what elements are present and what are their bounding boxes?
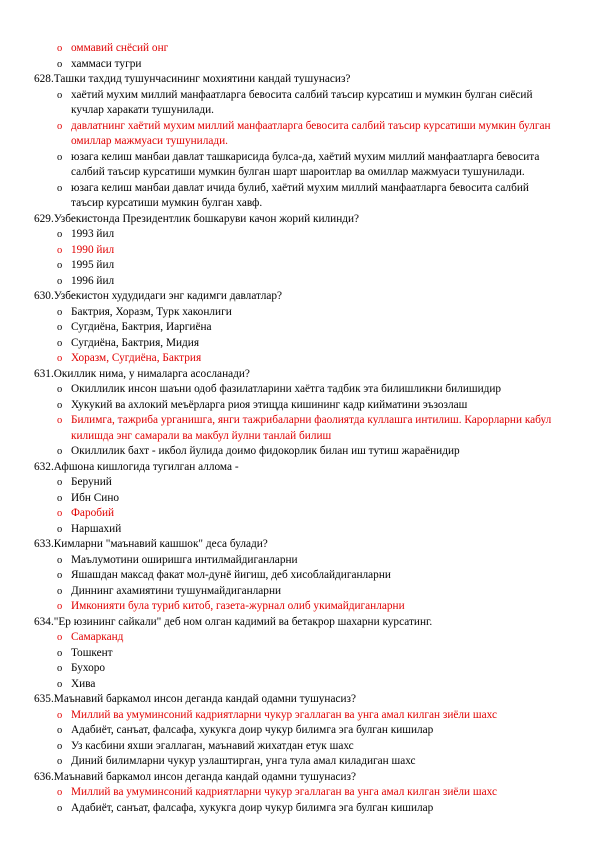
answer-option: [34, 677, 560, 693]
answer-option: [34, 661, 560, 677]
answer-option: [34, 553, 560, 569]
answer-option-correct: [34, 119, 560, 150]
list-bullet-icon: o: [57, 678, 63, 690]
list-bullet-icon: o: [57, 554, 63, 566]
option-text: Адабиёт, санъат, фалсафа, хукукга доир чукур билимга эга булган кишилар: [71, 801, 434, 814]
option-text: Имконияти була туриб китоб, газета-журнал олиб укимайдиганларни: [71, 600, 405, 612]
list-bullet-icon: o: [57, 446, 63, 457]
question-text: 631.Окиллик нима, у нималарга асосланади?: [34, 367, 250, 380]
answer-option: [34, 754, 560, 770]
option-text: Сугдиёна, Бактрия, Мидия: [71, 336, 200, 349]
answer-option: [34, 522, 560, 538]
question-text: 636.Маънавий баркамол инсон деганда кандай одамни тушунасиз?: [34, 770, 357, 783]
answer-option-correct: [34, 785, 560, 801]
option-text: Фаробий: [71, 507, 115, 519]
question-text: 632.Афшона кишлогида тугилган аллома -: [34, 460, 239, 473]
list-bullet-icon: o: [57, 58, 63, 70]
list-bullet-icon: o: [57, 182, 63, 194]
answer-option: [34, 646, 560, 662]
option-text: Ибн Сино: [71, 491, 120, 504]
option-text: Яшашдан максад факат мол-дунё йигиш, деб хисоблайдиганларни: [71, 569, 391, 581]
option-text: Окиллилик бахт - икбол йулида доимо фидокорлик билан иш тутиш жараёнидир: [71, 445, 460, 457]
list-bullet-icon: o: [57, 229, 63, 240]
answer-option-correct: [34, 599, 560, 615]
option-text: Адабиёт, санъат, фалсафа, хукукга доир чукур билимга эга булган кишилар: [71, 724, 434, 736]
option-text: Диний билимларни чукур узлаштирган, унга тула амал киладиган шахс: [71, 755, 416, 767]
answer-option: [34, 491, 560, 507]
answer-option: [34, 181, 560, 212]
answer-option: [34, 568, 560, 584]
option-text: Беруний: [71, 476, 112, 488]
option-text: 1996 йил: [71, 274, 115, 287]
option-text: Сугдиёна, Бактрия, Иаргиёна: [71, 321, 212, 333]
list-bullet-icon: o: [57, 585, 63, 597]
list-bullet-icon: o: [57, 709, 63, 721]
list-bullet-icon: o: [57, 353, 63, 364]
answer-option: [34, 320, 560, 336]
list-bullet-icon: o: [57, 632, 63, 643]
answer-option-correct: [34, 413, 560, 444]
answer-option-correct: [34, 630, 560, 646]
option-text: Билимга, тажриба урганишга, янги тажрибаларни фаолиятда куллашга интилиш. Карорларни кабул килишда энг самарали ва макбул йулни танлай билиш: [71, 414, 552, 442]
answer-option: [34, 88, 560, 119]
option-text: Миллий ва умуминсоний кадриятларни чукур эгаллаган ва унга амал килган зиёли шахс: [71, 786, 497, 798]
question-text: 633.Кимларни "маънавий кашшок" деса булади?: [34, 538, 268, 550]
option-text: 1995 йил: [71, 259, 115, 271]
list-bullet-icon: o: [57, 415, 63, 426]
list-bullet-icon: o: [57, 647, 63, 659]
option-text: Бактрия, Хоразм, Турк хаконлиги: [71, 305, 232, 318]
list-bullet-icon: o: [57, 322, 63, 333]
answer-option-correct: [34, 708, 560, 724]
list-bullet-icon: o: [57, 740, 63, 752]
list-bullet-icon: o: [57, 477, 63, 488]
answer-option: [34, 584, 560, 600]
list-bullet-icon: o: [57, 306, 63, 318]
answer-option-correct: [34, 243, 560, 259]
list-bullet-icon: o: [57, 508, 63, 519]
list-bullet-icon: o: [57, 260, 63, 271]
answer-option: [34, 382, 560, 398]
answer-option: [34, 258, 560, 274]
answer-option: [34, 150, 560, 181]
question-text: 629.Узбекистонда Президентлик бошкаруви качон жорий килинди?: [34, 212, 360, 225]
list-bullet-icon: o: [57, 120, 63, 132]
list-bullet-icon: o: [57, 756, 63, 767]
answer-option-correct: [34, 506, 560, 522]
list-bullet-icon: o: [57, 787, 63, 798]
list-bullet-icon: o: [57, 399, 63, 411]
option-text: юзага келиш манбаи давлат ичида булиб, хаётий мухим миллий манфаатларга бевосита салбий таъсир курсатиши мумкин булган хавф.: [71, 181, 529, 209]
answer-option: [34, 739, 560, 755]
option-text: оммавий снёсий онг: [71, 42, 169, 54]
option-text: Диннинг ахамиятини тушунмайдиганларни: [71, 584, 282, 597]
document-body: [34, 41, 560, 816]
answer-option-correct: [34, 41, 560, 57]
question-text: 630.Узбекистон худудидаги энг кадимги давлатлар?: [34, 290, 283, 302]
answer-option: [34, 336, 560, 352]
list-bullet-icon: o: [57, 601, 63, 612]
option-text: Хукукий ва ахлокий меъёрларга риоя этищда кишининг кадр кийматини эъзозлаш: [71, 398, 468, 411]
list-bullet-icon: o: [57, 725, 63, 736]
list-bullet-icon: o: [57, 523, 63, 535]
list-bullet-icon: o: [57, 244, 63, 256]
option-text: хаммаси тугри: [71, 57, 142, 70]
option-text: Бухоро: [71, 662, 106, 674]
answer-option: [34, 57, 560, 73]
list-bullet-icon: o: [57, 384, 63, 395]
option-text: хаётий мухим миллий манфаатларга бевосита салбий таъсир курсатиш и мумкин булган сиёсий кучлар харакати тушунилади.: [71, 88, 533, 116]
question-text: 635.Маънавий баркамол инсон деганда кандай одамни тушунасиз?: [34, 693, 357, 705]
question-text: 634."Ер юзининг сайкали" деб ном олган кадимий ва бетакрор шахарни курсатинг.: [34, 615, 433, 628]
option-text: Маълумотини оширишга интилмайдиганларни: [71, 553, 298, 566]
answer-option: [34, 305, 560, 321]
list-bullet-icon: o: [57, 570, 63, 581]
list-bullet-icon: o: [57, 275, 63, 287]
list-bullet-icon: o: [57, 802, 63, 814]
list-bullet-icon: o: [57, 43, 63, 54]
option-text: Хива: [71, 677, 96, 690]
option-text: 1993 йил: [71, 228, 115, 240]
question-text: 628.Ташки тахдид тушунчасининг мохиятини кандай тушунасиз?: [34, 73, 351, 85]
answer-option: [34, 274, 560, 290]
answer-option: [34, 444, 560, 460]
list-bullet-icon: o: [57, 151, 63, 163]
option-text: Миллий ва умуминсоний кадриятларни чукур эгаллаган ва унга амал килган зиёли шахс: [71, 708, 497, 721]
list-bullet-icon: o: [57, 492, 63, 504]
option-text: юзага келиш манбаи давлат ташкарисида булса-да, хаётий мухим миллий манфаатларга бевосита салбий таъсир курсатиши мумкин булган шарт шароитлар ва омиллар мажмуаси тушунилади.: [71, 150, 540, 178]
answer-option: [34, 227, 560, 243]
option-text: Наршахий: [71, 522, 122, 535]
answer-option-correct: [34, 351, 560, 367]
option-text: давлатнинг хаётий мухим миллий манфаатларга бевосита салбий таъсир курсатиши мумкин булган омиллар мажмуаси тушунилади.: [71, 119, 551, 147]
list-bullet-icon: o: [57, 89, 63, 101]
list-bullet-icon: o: [57, 663, 63, 674]
option-text: Самарканд: [71, 631, 124, 643]
answer-option: [34, 398, 560, 414]
answer-option: [34, 801, 560, 817]
option-text: Окиллилик инсон шаъни одоб фазилатларини хаётга тадбик эта билишликни билишидир: [71, 383, 502, 395]
list-bullet-icon: o: [57, 337, 63, 349]
option-text: 1990 йил: [71, 243, 115, 256]
answer-option: [34, 475, 560, 491]
answer-option: [34, 723, 560, 739]
option-text: Хоразм, Сугдиёна, Бактрия: [71, 352, 202, 364]
option-text: Тошкент: [71, 646, 113, 659]
option-text: Уз касбини яхши эгаллаган, маънавий жихатдан етук шахс: [71, 739, 354, 752]
